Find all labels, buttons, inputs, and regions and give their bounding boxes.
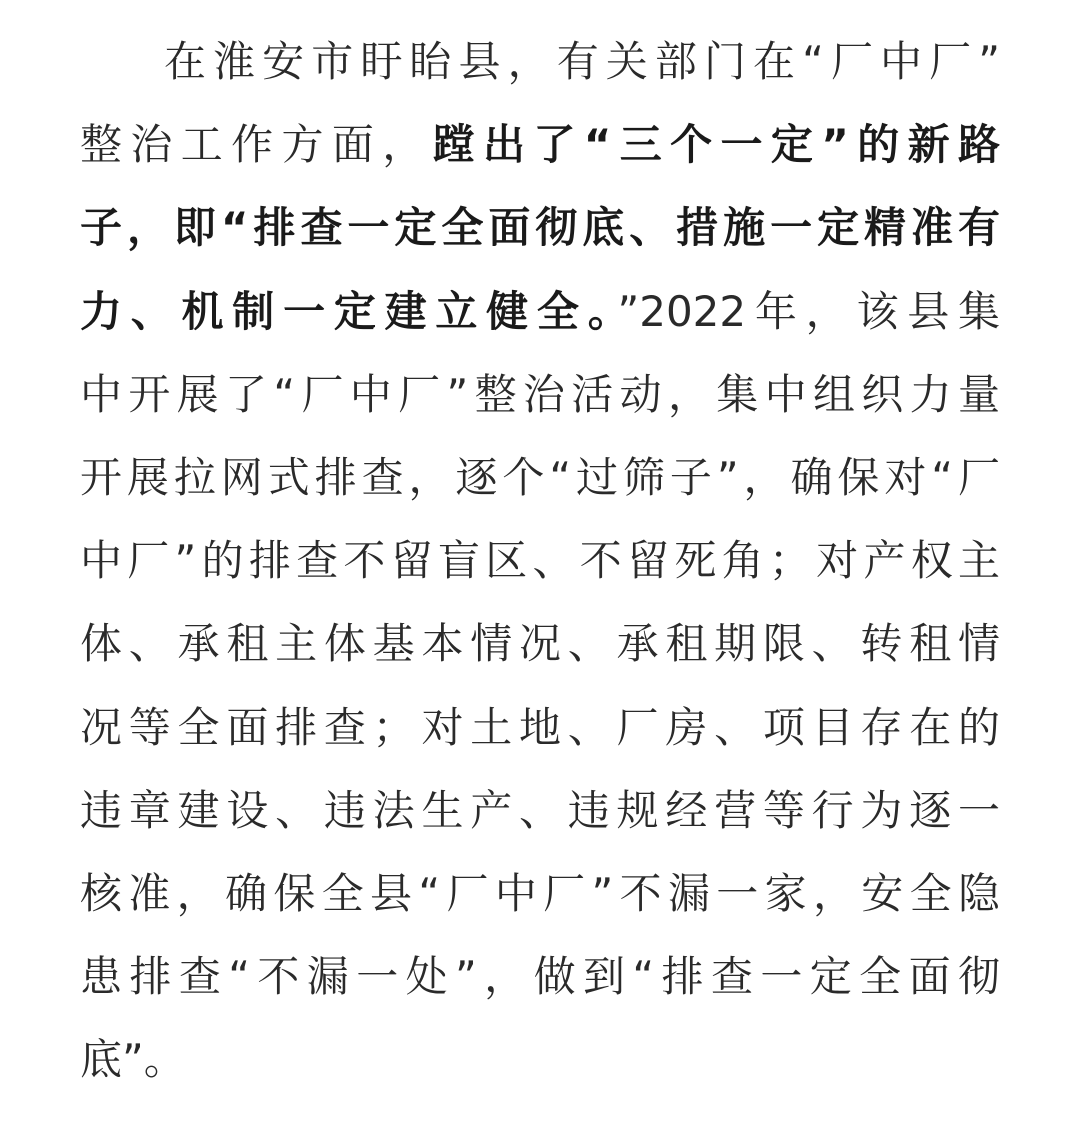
paragraph-line bbox=[80, 769, 1000, 852]
text-segment: 中厂”的排查不留盲区、不留死角；对产权主 bbox=[80, 536, 1000, 586]
paragraph-line bbox=[80, 602, 1000, 685]
paragraph-line bbox=[80, 935, 1000, 1018]
paragraph-line bbox=[80, 103, 1000, 186]
paragraph-line bbox=[80, 1018, 1000, 1101]
bold-text-segment: 力、机制一定建立健全。 bbox=[80, 286, 618, 336]
paragraph-line bbox=[80, 353, 1000, 436]
text-segment: 患排查“不漏一处”，做到“排查一定全面彻 bbox=[80, 952, 1000, 1002]
bold-text-segment: 蹚出了“三个一定”的新路 bbox=[432, 120, 1000, 170]
text-segment: 整治工作方面， bbox=[80, 120, 433, 170]
article-paragraph bbox=[80, 20, 1000, 1101]
text-segment: 违章建设、违法生产、违规经营等行为逐一 bbox=[80, 785, 1000, 835]
paragraph-line bbox=[80, 270, 1000, 353]
text-segment: ”2022年，该县集 bbox=[617, 286, 1000, 336]
paragraph-line bbox=[80, 436, 1000, 519]
paragraph-line bbox=[80, 519, 1000, 602]
text-segment: 体、承租主体基本情况、承租期限、转租情 bbox=[80, 619, 1000, 669]
paragraph-line bbox=[80, 186, 1000, 269]
paragraph-line bbox=[80, 20, 1000, 103]
text-segment: 中开展了“厂中厂”整治活动，集中组织力量 bbox=[80, 369, 1000, 419]
bold-text-segment: 子，即“排查一定全面彻底、措施一定精准有 bbox=[80, 203, 1000, 253]
paragraph-line bbox=[80, 686, 1000, 769]
paragraph-line bbox=[80, 852, 1000, 935]
text-segment: 核准，确保全县“厂中厂”不漏一家，安全隐 bbox=[80, 868, 1000, 918]
text-segment: 况等全面排查；对土地、厂房、项目存在的 bbox=[80, 702, 1000, 752]
text-segment: 在淮安市盱眙县，有关部门在“厂中厂” bbox=[164, 37, 1000, 86]
text-segment: 开展拉网式排查，逐个“过筛子”，确保对“厂 bbox=[80, 452, 1000, 502]
text-segment: 底”。 bbox=[80, 1035, 186, 1085]
